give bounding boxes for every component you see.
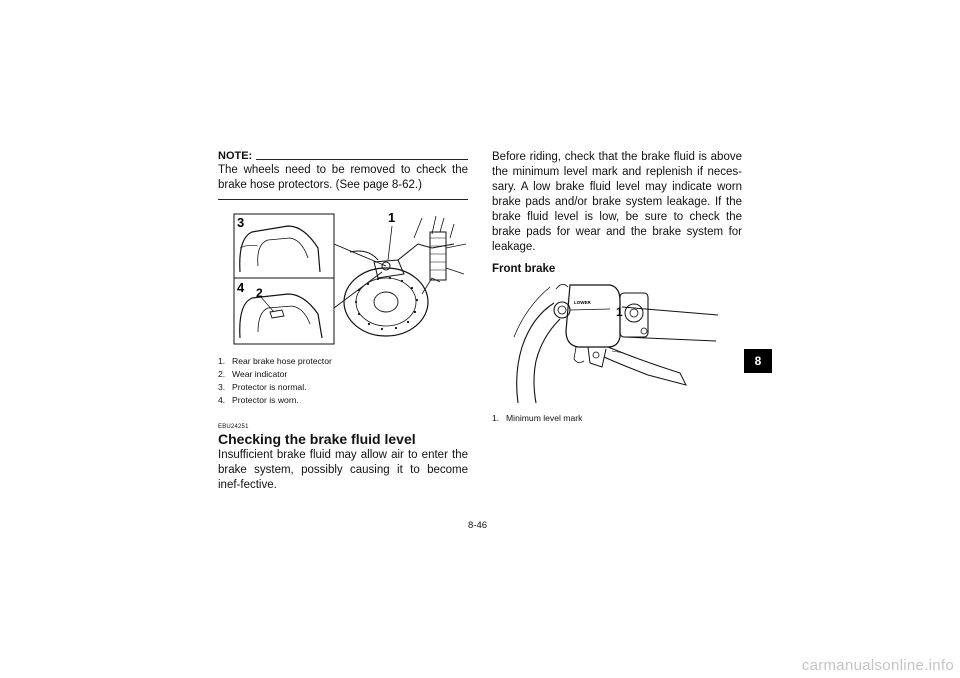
inset-normal-frame xyxy=(234,214,334,278)
minimum-level-line xyxy=(570,309,610,310)
watermark: carmanualsonline.info xyxy=(801,657,954,674)
brake-fluid-paragraph: Before riding, check that the brake fluid is above the minimum level mark and replenish if neces-sary. A low brake fluid level may indicate worn brake pads and/or brake system leakage. If the brake fluid level is low, be sure to check the brake pads for wear and the brake system for leakage. xyxy=(492,151,742,253)
section-code: EBU24251 xyxy=(218,424,249,430)
page-number: 8-46 xyxy=(468,520,488,531)
right-column xyxy=(492,150,742,425)
note-label: NOTE: xyxy=(218,150,253,162)
note-header xyxy=(218,150,468,162)
brake-lever xyxy=(604,347,686,385)
caption-item: 1. Minimum level mark xyxy=(492,413,583,423)
brake-hose-protector-illustration xyxy=(218,208,468,348)
lower-mark-label: LOWER xyxy=(574,300,591,305)
note-end-rule xyxy=(218,199,468,200)
section-intro: Insufficient brake fluid may allow air to enter the brake system, possibly causing it to become inef-fective. xyxy=(218,449,468,491)
section-title: Checking the brake fluid level xyxy=(218,431,416,447)
inset-worn-frame xyxy=(234,278,334,344)
callout-3: 3 xyxy=(237,215,245,230)
note-rule xyxy=(256,159,468,160)
caption-item: 2. Wear indicator xyxy=(218,369,288,379)
callout-4: 4 xyxy=(237,280,245,295)
callout-1-right: 1 xyxy=(616,305,623,319)
caption-item: 1. Rear brake hose protector xyxy=(218,356,332,366)
left-figure-captions xyxy=(218,355,468,407)
front-brake-reservoir-illustration xyxy=(492,277,742,405)
note-text: The wheels need to be removed to check the brake hose protectors. (See page 8-62.) xyxy=(218,164,468,191)
left-column xyxy=(218,150,468,493)
callout-1: 1 xyxy=(388,210,396,225)
caption-item: 4. Protector is worn. xyxy=(218,395,299,405)
front-brake-subheading: Front brake xyxy=(492,263,556,275)
reservoir-body xyxy=(566,285,620,347)
chapter-tab: 8 xyxy=(744,349,772,373)
right-figure-captions xyxy=(492,412,742,425)
caption-item: 3. Protector is normal. xyxy=(218,382,307,392)
callout-2: 2 xyxy=(256,286,263,300)
